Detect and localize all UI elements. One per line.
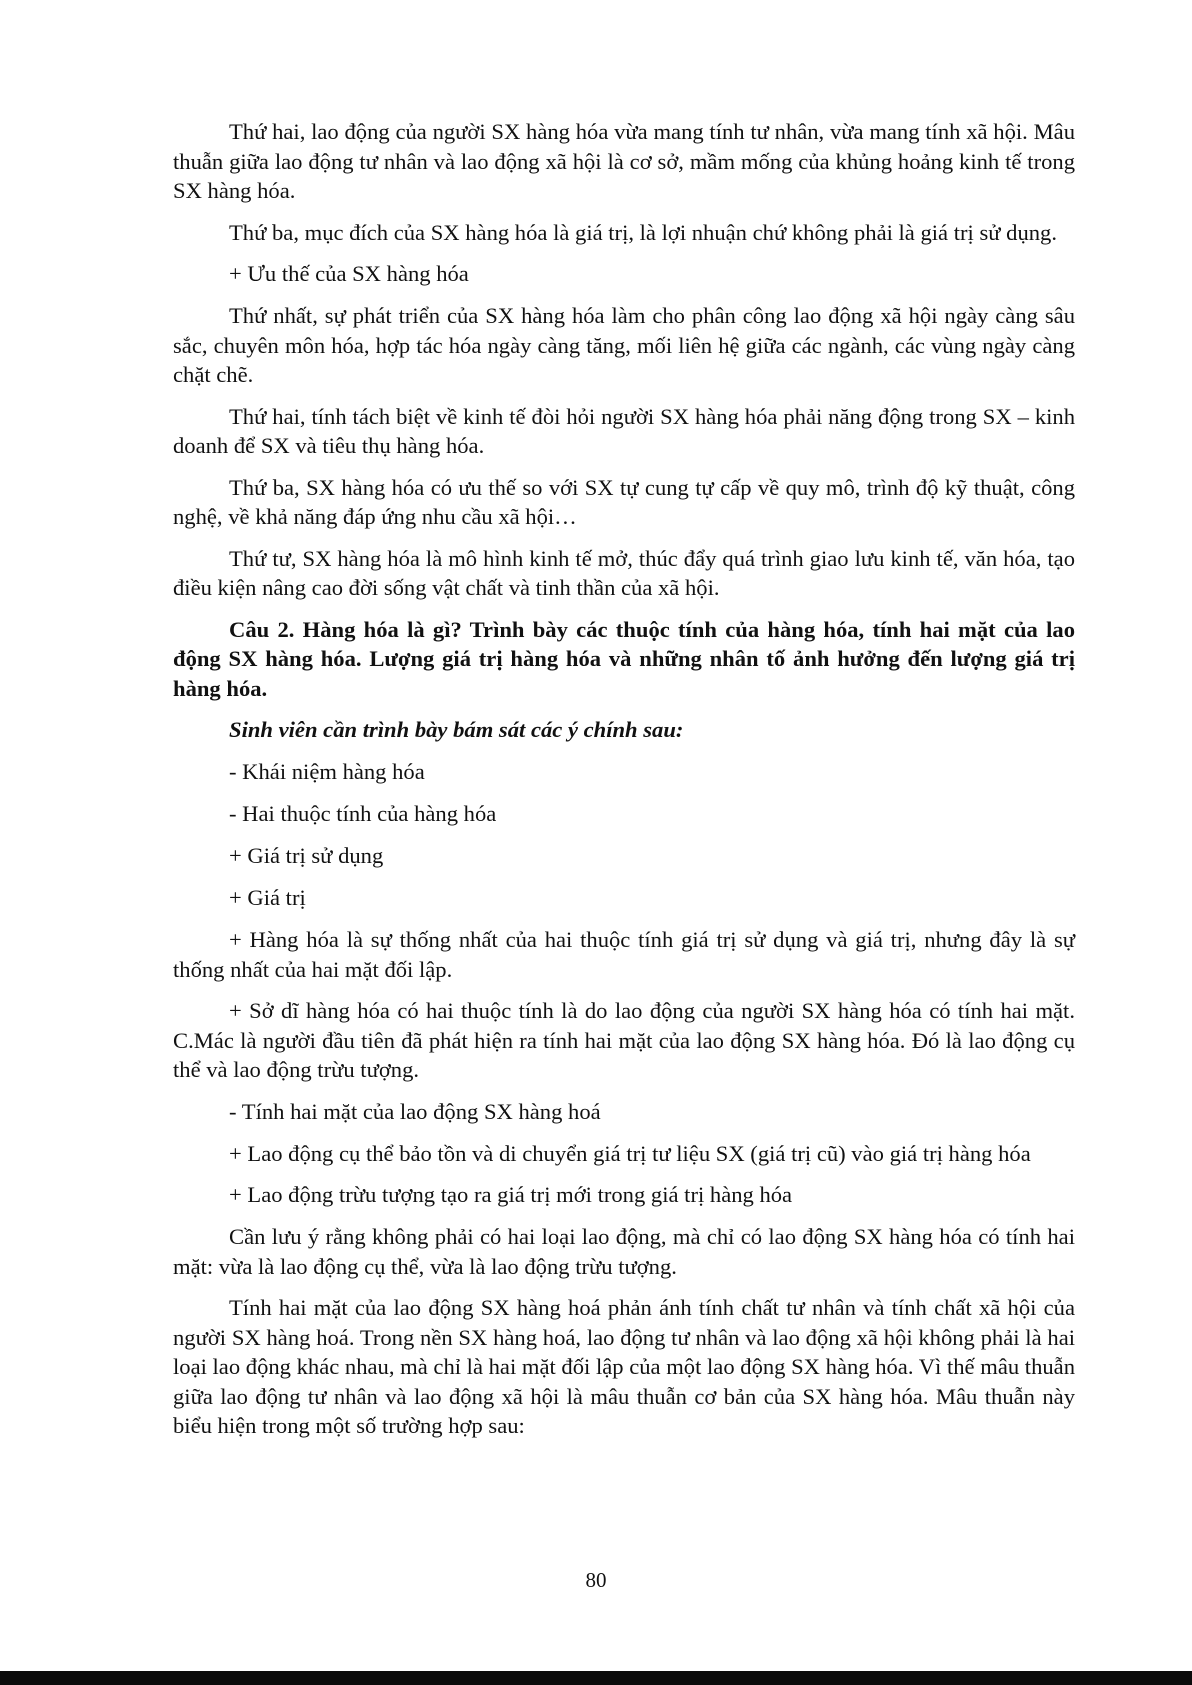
paragraph: Thứ hai, tính tách biệt về kinh tế đòi hỏi người SX hàng hóa phải năng động trong SX – kinh doanh để SX và tiêu thụ hàng hóa. bbox=[173, 403, 1075, 458]
paragraph: Thứ ba, SX hàng hóa có ưu thế so với SX tự cung tự cấp về quy mô, trình độ kỹ thuật, công nghệ, về khả năng đáp ứng nhu cầu xã hội… bbox=[173, 474, 1075, 529]
list-item: + Giá trị bbox=[229, 885, 306, 910]
scan-edge-bar bbox=[0, 1671, 1192, 1685]
question-heading: Câu 2. Hàng hóa là gì? Trình bày các thuộc tính của hàng hóa, tính hai mặt của lao động SX hàng hóa. Lượng giá trị hàng hóa và những nhân tố ảnh hưởng đến lượng giá trị hàng hóa. bbox=[173, 616, 1075, 701]
paragraph: Thứ hai, lao động của người SX hàng hóa vừa mang tính tư nhân, vừa mang tính xã hội. Mâu thuẫn giữa lao động tư nhân và lao động xã hội là cơ sở, mầm mống của khủng hoảng kinh tế trong SX hàng hóa. bbox=[173, 119, 1075, 203]
paragraph: + Sở dĩ hàng hóa có hai thuộc tính là do lao động của người SX hàng hóa có tính hai mặt. C.Mác là người đầu tiên đã phát hiện ra tính hai mặt của lao động SX hàng hóa. Đó là lao động cụ thể và lao động trừu tượng. bbox=[173, 998, 1075, 1082]
paragraph: Cần lưu ý rằng không phải có hai loại lao động, mà chỉ có lao động SX hàng hóa có tính hai mặt: vừa là lao động cụ thể, vừa là lao động trừu tượng. bbox=[173, 1224, 1075, 1279]
paragraph: Tính hai mặt của lao động SX hàng hoá phản ánh tính chất tư nhân và tính chất xã hội của người SX hàng hoá. Trong nền SX hàng hoá, lao động tư nhân và lao động xã hội không phải là hai loại lao động khác nhau, mà chỉ là hai mặt đối lập của một lao động SX hàng hóa. Vì thế mâu thuẫn giữa lao động tư nhân và lao động xã hội là mâu thuẫn cơ bản của SX hàng hóa. Mâu thuẫn này biểu hiện trong một số trường hợp sau: bbox=[173, 1295, 1075, 1438]
paragraph: + Hàng hóa là sự thống nhất của hai thuộc tính giá trị sử dụng và giá trị, nhưng đây là sự thống nhất của hai mặt đối lập. bbox=[173, 927, 1075, 982]
document-body bbox=[173, 117, 1075, 1453]
paragraph: Thứ ba, mục đích của SX hàng hóa là giá trị, là lợi nhuận chứ không phải là giá trị sử dụng. bbox=[229, 219, 1057, 245]
instruction-line: Sinh viên cần trình bày bám sát các ý chính sau: bbox=[229, 717, 684, 742]
paragraph: Thứ tư, SX hàng hóa là mô hình kinh tế mở, thúc đẩy quá trình giao lưu kinh tế, văn hóa, tạo điều kiện nâng cao đời sống vật chất và tinh thần của xã hội. bbox=[173, 545, 1075, 600]
paragraph: + Lao động cụ thể bảo tồn và di chuyển giá trị tư liệu SX (giá trị cũ) vào giá trị hàng hóa bbox=[229, 1140, 1031, 1166]
list-item: + Ưu thế của SX hàng hóa bbox=[229, 261, 469, 286]
list-item: - Tính hai mặt của lao động SX hàng hoá bbox=[229, 1098, 601, 1124]
list-item: + Giá trị sử dụng bbox=[229, 843, 384, 868]
list-item: + Lao động trừu tượng tạo ra giá trị mới trong giá trị hàng hóa bbox=[229, 1182, 793, 1207]
list-item: - Khái niệm hàng hóa bbox=[229, 759, 425, 784]
page-number: 80 bbox=[585, 1568, 607, 1592]
paragraph: Thứ nhất, sự phát triển của SX hàng hóa làm cho phân công lao động xã hội ngày càng sâu sắc, chuyên môn hóa, hợp tác hóa ngày càng tăng, mối liên hệ giữa các ngành, các vùng ngày càng chặt chẽ. bbox=[173, 303, 1075, 387]
list-item: - Hai thuộc tính của hàng hóa bbox=[229, 801, 497, 826]
